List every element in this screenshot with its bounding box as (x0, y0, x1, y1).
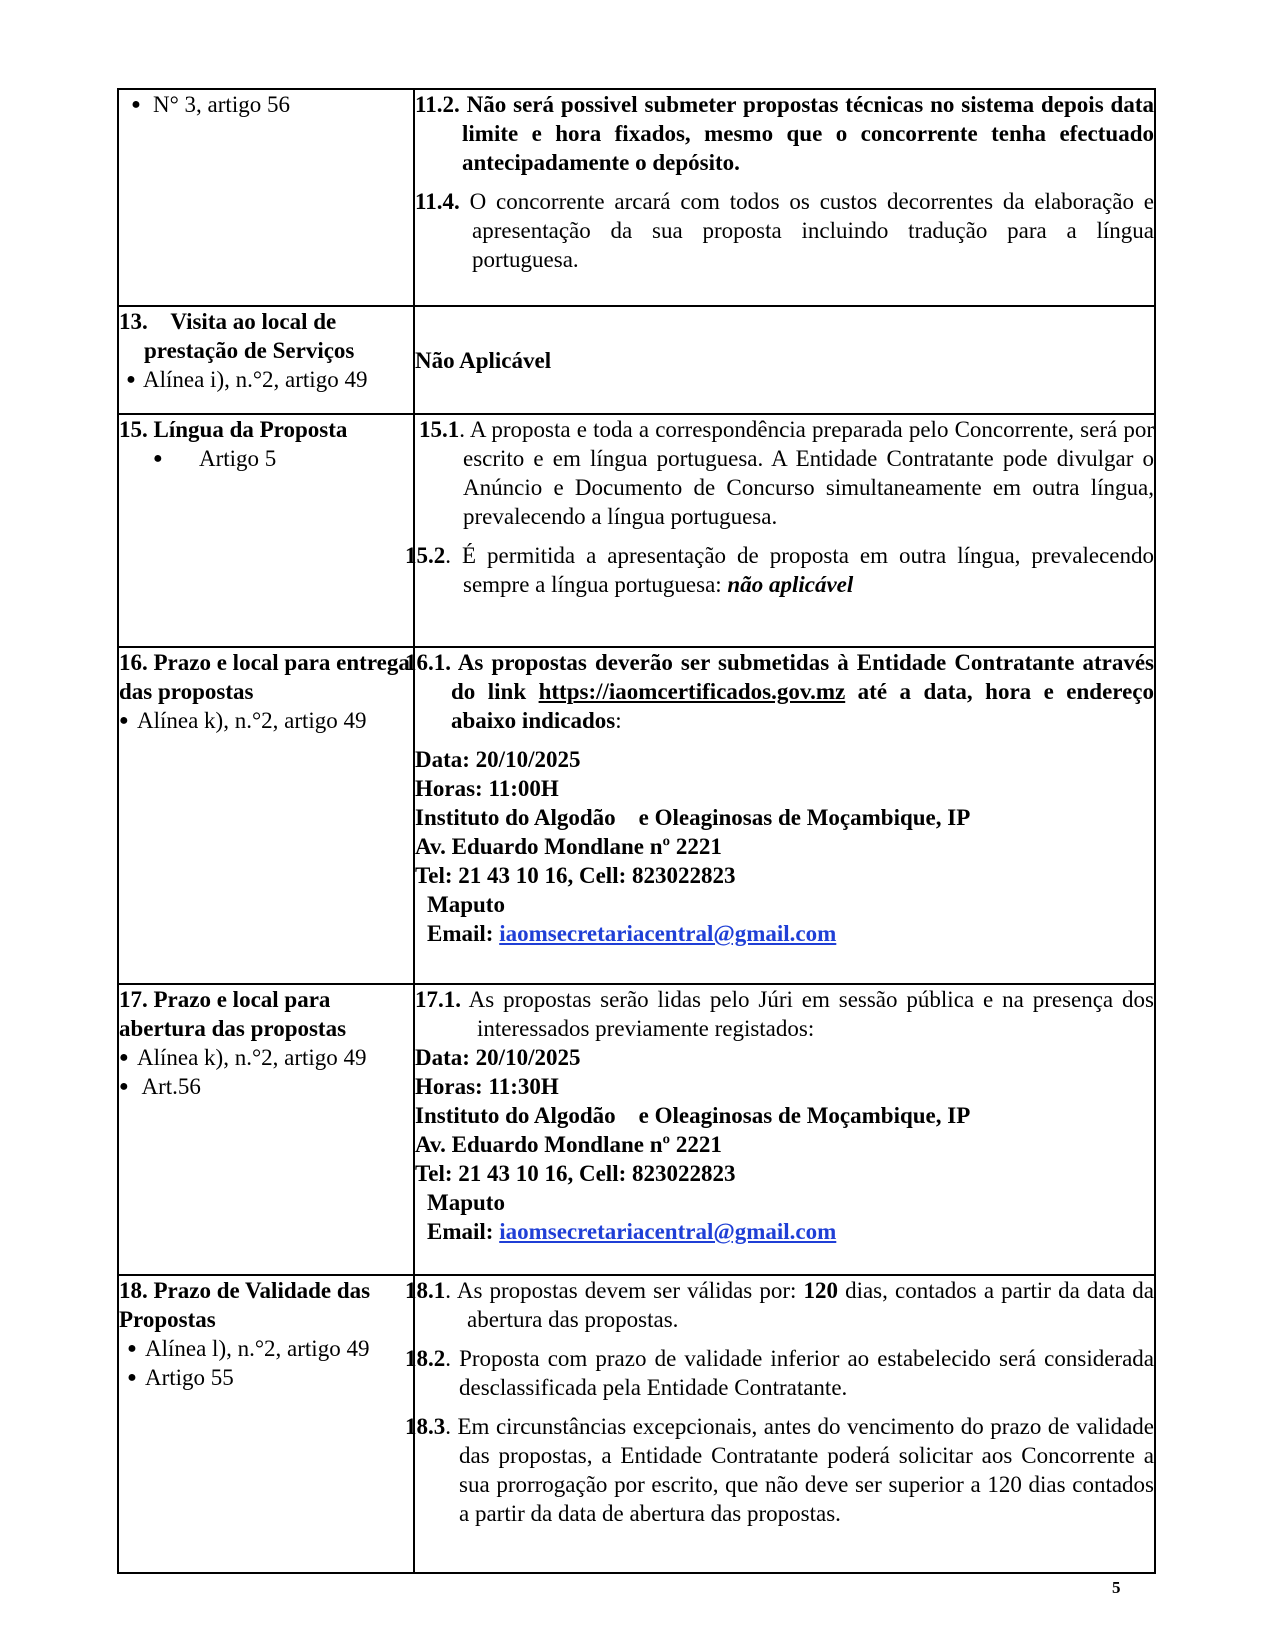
email-link[interactable]: iaomsecretariacentral@gmail.com (499, 921, 837, 946)
clause-15-2: 15.2. É permitida a apresentação de proposta em outra língua, prevalecendo sempre a língua portuguesa: não aplicável (405, 543, 1154, 597)
right-cell (405, 414, 1155, 647)
bullet-item: ● Artigo 55 (119, 1363, 413, 1392)
bullet-item: ● Alínea l), n.°2, artigo 49 (119, 1334, 413, 1363)
right-cell (405, 1275, 1155, 1573)
email-link[interactable]: iaomsecretariacentral@gmail.com (499, 1219, 837, 1244)
table-row (118, 89, 1155, 306)
clause-15-1: 15.1. A proposta e toda a correspondência preparada pelo Concorrente, será por escrito e em língua portuguesa. A Entidade Contratante pode divulgar o Anúncio e Documento de Concurso simultaneamente em outra língua, prevalecendo a língua portuguesa. (419, 417, 1154, 529)
bullet-icon: ● (119, 1078, 129, 1095)
bullet-item: ● N° 3, artigo 56 (119, 90, 413, 119)
right-cell (414, 984, 1155, 1275)
address: Av. Eduardo Mondlane nº 2221 (415, 834, 722, 859)
institution-name: Instituto do Algodão e Oleaginosas de Moçambique, IP (415, 805, 971, 830)
email-line: Email: iaomsecretariacentral@gmail.com (427, 1219, 837, 1244)
section-title: 15. Língua da Proposta (119, 417, 348, 442)
submission-time: Horas: 11:00H (415, 776, 559, 801)
data-sheet-table (117, 88, 1156, 1574)
bullet-item: ● Alínea k), n.°2, artigo 49 (119, 708, 367, 733)
right-cell (405, 647, 1155, 984)
clause-17-1: 17.1. As propostas serão lidas pelo Júri em sessão pública e na presença dos interessados previamente registados: (415, 987, 1154, 1041)
submission-details (415, 745, 1154, 948)
bullet-icon: ● (153, 450, 163, 467)
left-cell (118, 647, 414, 984)
bullet-item: ● Artigo 5 (153, 446, 277, 471)
institution-name: Instituto do Algodão e Oleaginosas de Moçambique, IP (415, 1103, 971, 1128)
city: Maputo (427, 892, 505, 917)
emphasis-not-applicable: não aplicável (727, 572, 854, 597)
submission-link[interactable]: https://iaomcertificados.gov.mz (538, 679, 846, 704)
phone: Tel: 21 43 10 16, Cell: 823022823 (415, 863, 736, 888)
bullet-icon: ● (127, 1340, 137, 1357)
bullet-icon: ● (127, 1369, 137, 1386)
bullet-item: ● Alínea k), n.°2, artigo 49 (119, 1045, 367, 1070)
right-cell (414, 306, 1155, 414)
table-row (118, 647, 1155, 984)
section-title: 17. Prazo e local para abertura das propostas (119, 987, 347, 1041)
clause-11-2: 11.2. Não será possivel submeter propostas técnicas no sistema depois data limite e hora fixados, mesmo que o concorrente tenha efectuado antecipadamente o depósito. (415, 92, 1154, 175)
clause-18-1: 18.1. As propostas devem ser válidas por: 120 dias, contados a partir da data da abertura das propostas. (405, 1278, 1154, 1332)
email-line: Email: iaomsecretariacentral@gmail.com (427, 921, 837, 946)
opening-details (415, 1043, 1154, 1246)
table-row (118, 1275, 1155, 1573)
left-cell (118, 1275, 414, 1573)
right-cell (414, 89, 1155, 306)
city: Maputo (427, 1190, 505, 1215)
bullet-icon: ● (119, 712, 129, 729)
opening-time: Horas: 11:30H (415, 1074, 559, 1099)
bullet-item: ● Art.56 (119, 1074, 201, 1099)
submission-date: Data: 20/10/2025 (415, 747, 581, 772)
opening-date: Data: 20/10/2025 (415, 1045, 581, 1070)
bullet-icon: ● (126, 371, 136, 388)
table-row (118, 414, 1155, 647)
bullet-icon: ● (119, 1049, 129, 1066)
not-applicable-text: Não Aplicável (415, 347, 552, 373)
address: Av. Eduardo Mondlane nº 2221 (415, 1132, 722, 1157)
bullet-item: ● Alínea i), n.°2, artigo 49 (119, 365, 413, 394)
left-cell (118, 306, 414, 414)
table-row (118, 306, 1155, 414)
left-cell (118, 89, 414, 306)
left-cell (118, 984, 414, 1275)
section-title: 13. Visita ao local de prestação de Serviços (119, 309, 355, 363)
page-number: 5 (1112, 1578, 1121, 1597)
phone: Tel: 21 43 10 16, Cell: 823022823 (415, 1161, 736, 1186)
clause-16-1: 16.1. As propostas deverão ser submetidas à Entidade Contratante através do link https://iaomcertificados.gov.mz até a data, hora e endereço abaixo indicados: (405, 650, 1155, 733)
section-title: 18. Prazo de Validade das Propostas (119, 1278, 371, 1332)
bullet-icon: ● (131, 96, 141, 113)
clause-11-4: 11.4. O concorrente arcará com todos os custos decorrentes da elaboração e apresentação da sua proposta incluindo tradução para a língua portuguesa. (415, 189, 1154, 272)
table-row (118, 984, 1155, 1275)
section-title: 16. Prazo e local para entrega das propostas (119, 650, 410, 704)
clause-18-3: 18.3. Em circunstâncias excepcionais, antes do vencimento do prazo de validade das propostas, a Entidade Contratante poderá solicitar aos Concorrente a sua prorrogação por escrito, que não deve ser superior a 120 dias contados a partir da data de abertura das propostas. (405, 1414, 1154, 1526)
left-cell (118, 414, 414, 647)
clause-18-2: 18.2. Proposta com prazo de validade inferior ao estabelecido será considerada desclassificada pela Entidade Contratante. (405, 1346, 1154, 1400)
